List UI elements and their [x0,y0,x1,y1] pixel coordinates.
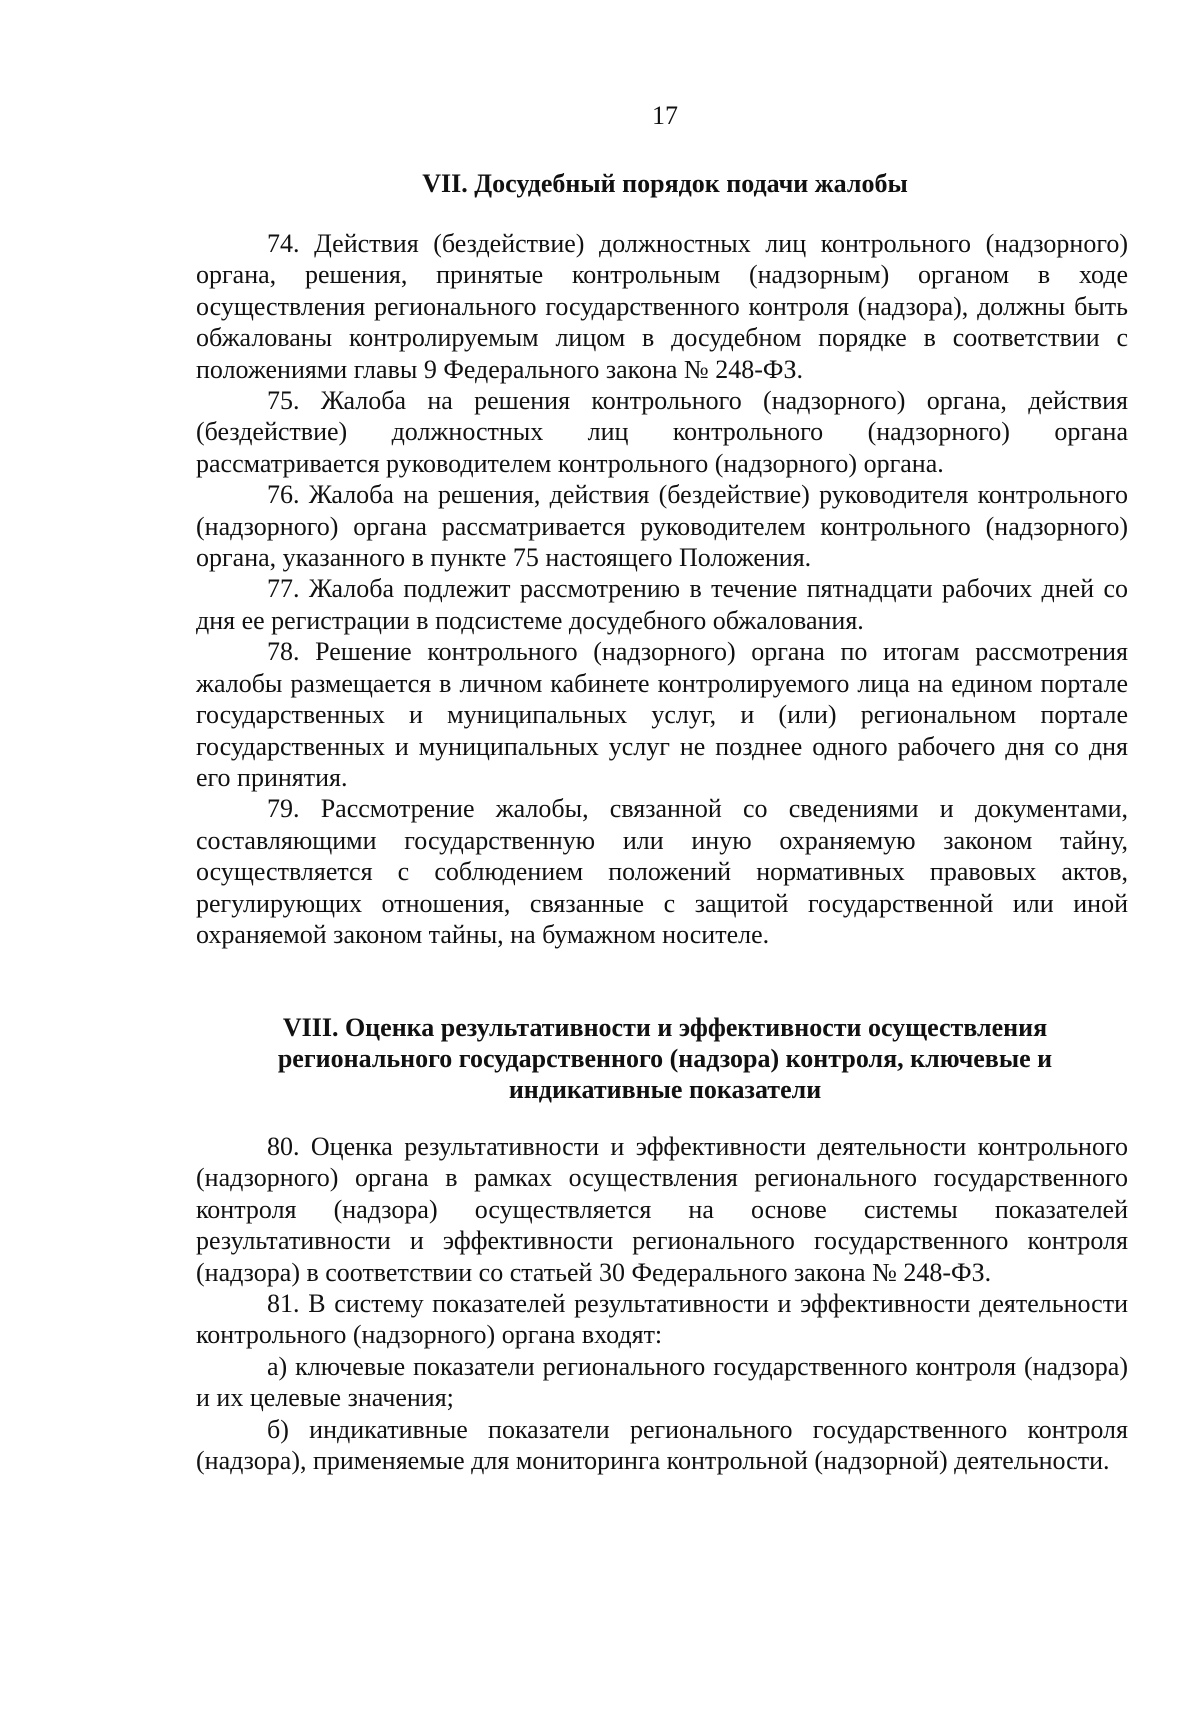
paragraph-78: 78. Решение контрольного (надзорного) органа по итогам рассмотрения жалобы размещается в личном кабинете контролируемого лица на едином портале государственных и муниципальных услуг, и (или) региональном портале государственных и муниципальных услуг не позднее одного рабочего дня со дня его принятия. [196,637,1128,792]
section-8-heading-line: регионального государственного (надзора) контроля, ключевые и [277,1044,1053,1073]
paragraph-81-item-a: а) ключевые показатели регионального государственного контроля (надзора) и их целевые значения; [196,1351,1128,1413]
paragraph-75: 75. Жалоба на решения контрольного (надзорного) органа, действия (бездействие) должностных лиц контрольного (надзорного) органа рассматривается руководителем контрольного (надзорного) органа. [196,386,1128,478]
paragraph-76: 76. Жалоба на решения, действия (бездействие) руководителя контрольного (надзорного) органа рассматривается руководителем контрольного (надзорного) органа, указанного в пункте 75 настоящего Положения. [196,480,1128,573]
section-8-body [196,1131,1128,1476]
section-8-heading-line: индикативные показатели [508,1075,822,1104]
paragraph-79: 79. Рассмотрение жалобы, связанной со сведениями и документами, составляющими государственную или иную охраняемую законом тайну, осуществляется с соблюдением положений нормативных правовых актов, регулирующих отношения, связанные с защитой государственной или иной охраняемой законом тайны, на бумажном носителе. [196,794,1128,949]
section-8-heading-line: VIII. Оценка результативности и эффективности осуществления [282,1013,1048,1042]
paragraph-77: 77. Жалоба подлежит рассмотрению в течение пятнадцати рабочих дней со дня ее регистрации в подсистеме досудебного обжалования. [196,574,1128,635]
paragraph-81-item-b: б) индикативные показатели регионального государственного контроля (надзора), применяемые для мониторинга контрольной (надзорной) деятельности. [196,1414,1128,1476]
page-number: 17 [652,101,678,130]
section-7-body [196,228,1128,950]
section-7-heading: VII. Досудебный порядок подачи жалобы [422,169,908,198]
paragraph-80: 80. Оценка результативности и эффективности деятельности контрольного (надзорного) органа в рамках осуществления регионального государственного контроля (надзора) осуществляется на основе системы показателей результативности и эффективности регионального государственного контроля (надзора) в соответствии со статьей 30 Федерального закона № 248-ФЗ. [196,1132,1128,1287]
section-8-heading [0,1012,1200,1105]
paragraph-81: 81. В систему показателей результативности и эффективности деятельности контрольного (надзорного) органа входят: [196,1289,1128,1350]
paragraph-74: 74. Действия (бездействие) должностных лиц контрольного (надзорного) органа, решения, принятые контрольным (надзорным) органом в ходе осуществления регионального государственного контроля (надзора), должны быть обжалованы контролируемым лицом в досудебном порядке в соответствии с положениями главы 9 Федерального закона № 248-ФЗ. [196,229,1128,384]
